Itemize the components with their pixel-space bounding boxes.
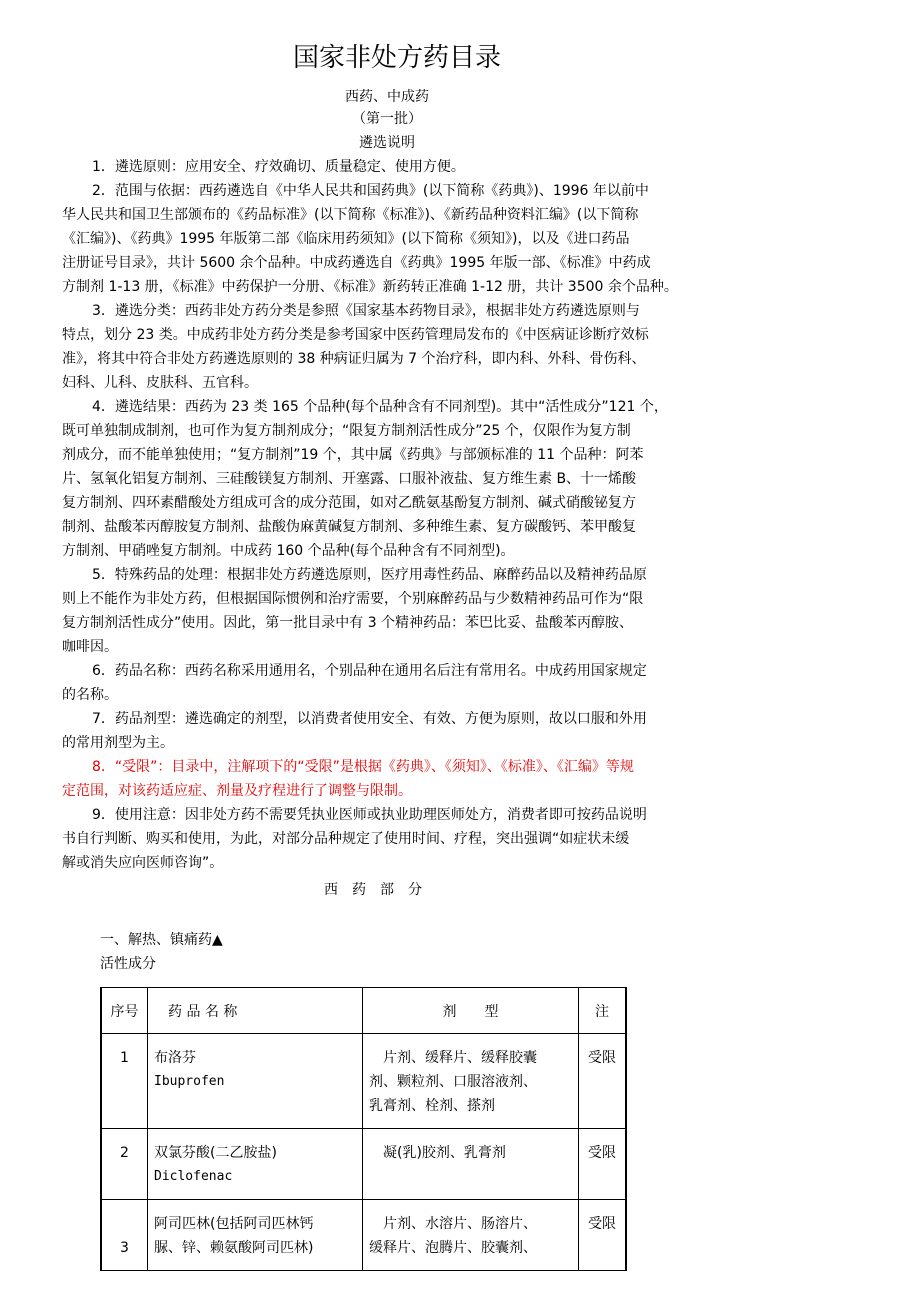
- dosage-form-line: 缓释片、泡腾片、胶囊剂、: [369, 1240, 537, 1256]
- paragraph-line: 方制剂、甲硝唑复方制剂。中成药 160 个品种(每个品种含有不同剂型)。: [62, 543, 515, 559]
- restricted-note: 受限: [588, 1050, 616, 1066]
- paragraph-line: 华人民共和国卫生部颁布的《药品标准》(以下简称《标准》)、《新药品种资料汇编》(以下简称: [62, 207, 639, 223]
- dosage-forms: [363, 1200, 579, 1271]
- dosage-form-line: 乳膏剂、栓剂、搽剂: [369, 1098, 495, 1114]
- paragraph-line: 3．遴选分类：西药非处方药分类是参照《国家基本药物目录》，根据非处方药遴选原则与: [92, 303, 640, 319]
- drug-name-line: Diclofenac: [154, 1169, 233, 1184]
- category-heading: 一、解热、镇痛药▲: [100, 932, 223, 948]
- row-number-text: 1: [120, 1050, 129, 1066]
- subtitle-notes: 遴选说明: [359, 135, 415, 151]
- paragraph-line: 则上不能作为非处方药，但根据国际惯例和治疗需要，个别麻醉药品与少数精神药品可作为“限: [62, 591, 644, 607]
- restricted-note: 受限: [588, 1216, 616, 1232]
- paragraph-line: 解或消失应向医师咨询”。: [62, 855, 224, 871]
- drug-name-line: 布洛芬: [154, 1050, 196, 1066]
- note: [579, 1200, 627, 1271]
- paragraph-line: 《汇编》)、《药典》1995 年版第二部《临床用药须知》(以下简称《须知》)，以及《进口药品: [62, 231, 630, 247]
- dosage-forms: [363, 1129, 579, 1200]
- drug-name-line: 脲、锌、赖氨酸阿司匹林): [154, 1240, 314, 1256]
- drug-table: [100, 987, 627, 1271]
- row-number: [101, 1129, 148, 1200]
- restricted-note: 受限: [588, 1145, 616, 1161]
- table-row: [101, 1129, 626, 1200]
- dosage-form-line: 片剂、水溶片、肠溶片、: [369, 1216, 537, 1232]
- paragraph-line: 准》，将其中符合非处方药遴选原则的 38 种病证归属为 7 个治疗科，即内科、外科、骨伤科、: [62, 351, 646, 367]
- paragraph-line: 制剂、盐酸苯丙醇胺复方制剂、盐酸伪麻黄碱复方制剂、多种维生素、复方碳酸钙、苯甲酸复: [62, 519, 636, 535]
- drug-name-line: 阿司匹林(包括阿司匹林钙: [154, 1216, 314, 1232]
- row-number-text: 3: [120, 1240, 129, 1256]
- subcategory-heading: 活性成分: [100, 956, 156, 972]
- dosage-form-line: 片剂、缓释片、缓释胶囊: [369, 1050, 537, 1066]
- drug-name: [148, 1200, 363, 1271]
- dosage-form-line: 剂、颗粒剂、口服溶液剂、: [369, 1074, 537, 1090]
- row-number: [101, 1200, 148, 1271]
- subtitle-batch: （第一批）: [352, 111, 422, 127]
- paragraph-line: 4．遴选结果：西药为 23 类 165 个品种(每个品种含有不同剂型)。其中“活性成分”121 个，: [92, 399, 668, 415]
- paragraph-line: 书自行判断、购买和使用，为此，对部分品种规定了使用时间、疗程，突出强调“如症状未缓: [62, 831, 630, 847]
- table-header-row: [101, 988, 626, 1034]
- header-note: 注: [579, 988, 627, 1034]
- paragraph-line: 8．“受限”：目录中，注解项下的“受限”是根据《药典》、《须知》、《标准》、《汇编》等规: [92, 759, 634, 775]
- paragraph-line: 7．药品剂型：遴选确定的剂型，以消费者使用安全、有效、方便为原则，故以口服和外用: [92, 711, 647, 727]
- paragraph-line: 妇科、儿科、皮肤科、五官科。: [62, 375, 258, 391]
- paragraph-line: 特点，划分 23 类。中成药非处方药分类是参考国家中医药管理局发布的《中医病证诊断疗效标: [62, 327, 649, 343]
- paragraph-line: 既可单独制成制剂，也可作为复方制剂成分；“限复方制剂活性成分”25 个，仅限作为复方制: [62, 423, 631, 439]
- paragraph-line: 注册证号目录》，共计 5600 余个品种。中成药遴选自《药典》1995 年版一部、《标准》中药成: [62, 255, 651, 271]
- paragraph-line: 的常用剂型为主。: [62, 735, 174, 751]
- dosage-form-line: 凝(乳)胶剂、乳膏剂: [369, 1145, 506, 1161]
- paragraph-line: 6．药品名称：西药名称采用通用名，个别品种在通用名后注有常用名。中成药用国家规定: [92, 663, 647, 679]
- selection-notes: [62, 155, 782, 875]
- paragraph-line: 9．使用注意：因非处方药不需要凭执业医师或执业助理医师处方，消费者即可按药品说明: [92, 807, 647, 823]
- paragraph-line: 剂成分，而不能单独使用；“复方制剂”19 个，其中属《药典》与部颁标准的 11 个品种：阿苯: [62, 447, 644, 463]
- drug-name-line: 双氯芬酸(二乙胺盐): [154, 1145, 277, 1161]
- dosage-forms: [363, 1034, 579, 1129]
- paragraph-line: 5．特殊药品的处理：根据非处方药遴选原则，医疗用毒性药品、麻醉药品以及精神药品原: [92, 567, 647, 583]
- paragraph-line: 复方制剂活性成分”使用。因此，第一批目录中有 3 个精神药品：苯巴比妥、盐酸苯丙醇胺、: [62, 615, 634, 631]
- header-name: 药 品 名 称: [148, 988, 363, 1034]
- note: [579, 1129, 627, 1200]
- header-no: 序号: [101, 988, 148, 1034]
- table-row: [101, 1200, 626, 1271]
- paragraph-line: 2．范围与依据：西药遴选自《中华人民共和国药典》(以下简称《药典》)、1996 年以前中: [92, 183, 649, 199]
- row-number-text: 2: [120, 1145, 129, 1161]
- drug-name: [148, 1129, 363, 1200]
- section-heading: 西药部分: [324, 882, 436, 898]
- drug-name: [148, 1034, 363, 1129]
- header-form: 剂 型: [363, 988, 579, 1034]
- paragraph-line: 咖啡因。: [62, 639, 118, 655]
- paragraph-line: 片、氢氧化铝复方制剂、三硅酸镁复方制剂、开塞露、口服补液盐、复方维生素 B、十一烯酸: [62, 471, 637, 487]
- row-number: [101, 1034, 148, 1129]
- subtitle: 西药、中成药: [345, 89, 429, 105]
- paragraph-line: 1．遴选原则：应用安全、疗效确切、质量稳定、使用方便。: [92, 159, 465, 175]
- paragraph-line: 方制剂 1-13 册，《标准》中药保护一分册、《标准》新药转正准确 1-12 册，共计 3500 余个品种。: [62, 279, 678, 295]
- document-title: 国家非处方药目录: [292, 43, 501, 73]
- paragraph-line: 的名称。: [62, 687, 118, 703]
- paragraph-line: 复方制剂、四环素醋酸处方组成可含的成分范围，如对乙酰氨基酚复方制剂、碱式硝酸铋复方: [62, 495, 636, 511]
- paragraph-line: 定范围，对该药适应症、剂量及疗程进行了调整与限制。: [62, 783, 412, 799]
- note: [579, 1034, 627, 1129]
- table-row: [101, 1034, 626, 1129]
- drug-name-line: Ibuprofen: [154, 1074, 225, 1089]
